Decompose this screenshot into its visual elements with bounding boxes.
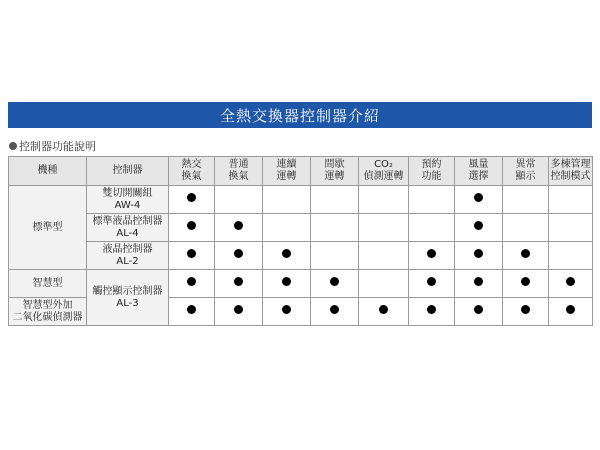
- feature-cell: [169, 270, 215, 298]
- controller-al2: 液晶控制器 AL-2: [87, 242, 169, 270]
- feature-cell: [169, 214, 215, 242]
- feature-cell: [455, 242, 503, 270]
- supported-dot-icon: [474, 221, 483, 230]
- banner-title: 全熱交換器控制器介紹: [219, 106, 380, 125]
- supported-dot-icon: [330, 277, 339, 286]
- feature-cell: [215, 186, 263, 214]
- supported-dot-icon: [427, 305, 436, 314]
- supported-dot-icon: [566, 305, 575, 314]
- supported-dot-icon: [282, 277, 291, 286]
- table-row: [9, 186, 593, 214]
- supported-dot-icon: [521, 305, 530, 314]
- feature-cell: [311, 270, 359, 298]
- feature-cell: [409, 270, 455, 298]
- feature-cell: [455, 214, 503, 242]
- feature-cell: [549, 214, 593, 242]
- feature-cell: [409, 186, 455, 214]
- supported-dot-icon: [521, 249, 530, 258]
- feature-cell: [215, 270, 263, 298]
- supported-dot-icon: [521, 277, 530, 286]
- feature-cell: [503, 270, 549, 298]
- header-feature: 異常 顯示: [503, 157, 549, 186]
- supported-dot-icon: [187, 277, 196, 286]
- supported-dot-icon: [330, 305, 339, 314]
- feature-cell: [409, 214, 455, 242]
- supported-dot-icon: [187, 221, 196, 230]
- feature-cell: [549, 270, 593, 298]
- supported-dot-icon: [234, 249, 243, 258]
- header-feature: 熱交 換氣: [169, 157, 215, 186]
- section-heading: [9, 138, 96, 154]
- supported-dot-icon: [379, 305, 388, 314]
- feature-cell: [503, 214, 549, 242]
- feature-cell: [549, 298, 593, 326]
- supported-dot-icon: [234, 305, 243, 314]
- feature-cell: [359, 242, 409, 270]
- supported-dot-icon: [474, 277, 483, 286]
- feature-cell: [503, 242, 549, 270]
- header-feature: CO₂ 偵測運轉: [359, 157, 409, 186]
- model-smart: 智慧型: [9, 270, 87, 298]
- feature-cell: [215, 242, 263, 270]
- table-row: [9, 242, 593, 270]
- feature-cell: [359, 298, 409, 326]
- table-row: [9, 214, 593, 242]
- feature-cell: [549, 242, 593, 270]
- supported-dot-icon: [234, 221, 243, 230]
- header-row: [9, 157, 593, 186]
- header-feature: 連續 運轉: [263, 157, 311, 186]
- supported-dot-icon: [187, 305, 196, 314]
- model-smart-co2: 智慧型外加 二氧化碳偵測器: [9, 298, 87, 326]
- feature-cell: [311, 242, 359, 270]
- supported-dot-icon: [474, 193, 483, 202]
- feature-cell: [169, 186, 215, 214]
- header-feature: 預約 功能: [409, 157, 455, 186]
- feature-cell: [359, 270, 409, 298]
- header-controller: 控制器: [87, 157, 169, 186]
- feature-cell: [263, 270, 311, 298]
- header-feature: 普通 換氣: [215, 157, 263, 186]
- feature-cell: [409, 242, 455, 270]
- feature-cell: [263, 214, 311, 242]
- bullet-icon: [9, 142, 17, 150]
- supported-dot-icon: [187, 249, 196, 258]
- feature-cell: [455, 270, 503, 298]
- feature-cell: [503, 298, 549, 326]
- page-banner: [8, 102, 592, 128]
- feature-cell: [409, 298, 455, 326]
- supported-dot-icon: [474, 249, 483, 258]
- header-feature: 風量 選擇: [455, 157, 503, 186]
- feature-cell: [215, 298, 263, 326]
- feature-cell: [263, 298, 311, 326]
- controller-al3: 觸控顯示控制器 AL-3: [87, 270, 169, 326]
- supported-dot-icon: [234, 277, 243, 286]
- model-standard: 標準型: [9, 186, 87, 270]
- controller-feature-table: [8, 156, 593, 326]
- feature-cell: [311, 186, 359, 214]
- feature-cell: [169, 298, 215, 326]
- supported-dot-icon: [187, 193, 196, 202]
- feature-cell: [455, 186, 503, 214]
- feature-cell: [359, 186, 409, 214]
- feature-cell: [263, 242, 311, 270]
- feature-cell: [455, 298, 503, 326]
- feature-cell: [359, 214, 409, 242]
- feature-cell: [311, 214, 359, 242]
- header-feature: 多棟管理 控制模式: [549, 157, 593, 186]
- controller-al4: 標準液晶控制器 AL-4: [87, 214, 169, 242]
- supported-dot-icon: [427, 249, 436, 258]
- supported-dot-icon: [566, 277, 575, 286]
- header-feature: 間歇 運轉: [311, 157, 359, 186]
- controller-aw4: 雙切開關組 AW-4: [87, 186, 169, 214]
- supported-dot-icon: [474, 305, 483, 314]
- supported-dot-icon: [282, 249, 291, 258]
- section-title: 控制器功能說明: [19, 140, 96, 153]
- feature-cell: [263, 186, 311, 214]
- feature-cell: [169, 242, 215, 270]
- table-row: [9, 270, 593, 298]
- header-model: 機種: [9, 157, 87, 186]
- supported-dot-icon: [282, 305, 291, 314]
- supported-dot-icon: [427, 277, 436, 286]
- feature-cell: [311, 298, 359, 326]
- feature-cell: [549, 186, 593, 214]
- feature-cell: [503, 186, 549, 214]
- feature-cell: [215, 214, 263, 242]
